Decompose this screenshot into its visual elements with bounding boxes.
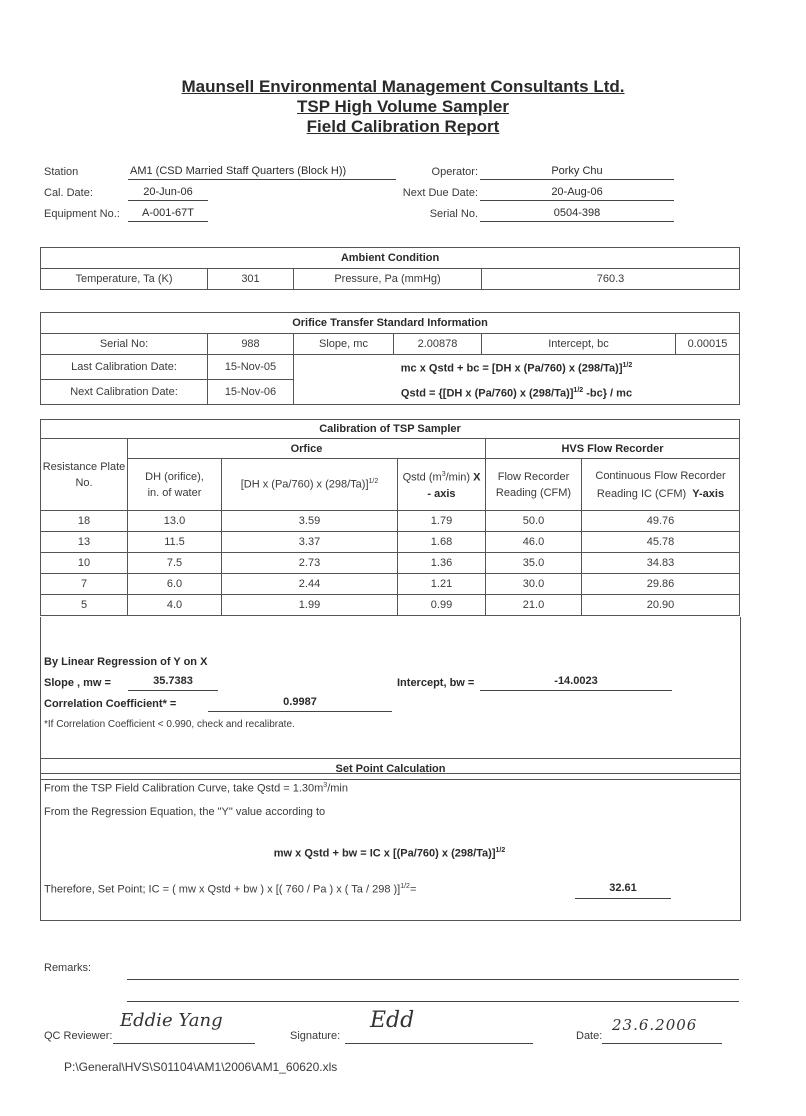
slope-mw-value: 35.7383 [128,675,218,691]
setpoint-equation-text: mw x Qstd + bw = IC x [(Pa/760) x (298/Ta)] [273,847,496,860]
cell-ic: 20.90 [582,595,740,616]
cell-plate: 18 [41,511,128,532]
cell-dh: 11.5 [128,532,222,553]
setpoint-title: Set Point Calculation [335,763,446,775]
ambient-condition-table [40,247,740,290]
company-title [0,77,806,96]
intercept-bw-label: Intercept, bw = [397,677,475,689]
equipment-label: Equipment No.: [44,208,120,220]
cal-date-label: Cal. Date: [44,187,93,199]
serial-field: 0504-398 [480,206,674,222]
setpoint-title-bar [40,758,741,780]
col-dh-line2: in. of water [147,486,202,499]
cell-qstd: 0.99 [398,595,486,616]
last-cal-value: 15-Nov-05 [208,355,294,380]
table-row [41,553,740,574]
col-sqrt [222,459,398,511]
orifice-standard-table [40,312,740,405]
correlation-note: *If Correlation Coefficient < 0.990, check and recalibrate. [44,719,295,730]
station-field: AM1 (CSD Married Staff Quarters (Block H)) [128,164,396,180]
temperature-value: 301 [208,269,294,290]
cell-flow: 21.0 [486,595,582,616]
col-flow-recorder [486,459,582,511]
table-row [41,574,740,595]
setpoint-equation-sup: 1/2 [495,847,506,854]
company-name: Maunsell Environmental Management Consultants Ltd. [181,77,625,96]
col-continuous-flow [582,459,740,511]
setpoint-result: 32.61 [575,882,671,899]
formula-qstd-b: -bc} / mc [583,387,633,400]
next-cal-value: 15-Nov-06 [208,380,294,405]
qc-reviewer-label: QC Reviewer: [44,1030,113,1042]
col-flow-line1: Flow Recorder [497,470,570,483]
signature-line [345,1043,533,1044]
col-resistance-plate [41,439,128,511]
slope-mc-value: 2.00878 [394,334,482,355]
setpoint-line1-b: /min [327,782,348,795]
setpoint-therefore-eq: = [409,883,417,896]
cell-qstd: 1.68 [398,532,486,553]
remarks-line-2[interactable] [127,1001,739,1002]
cell-qstd: 1.79 [398,511,486,532]
col-cont-text: Reading IC (CFM) [596,487,687,500]
col-cont-line1: Continuous Flow Recorder [595,469,726,482]
temperature-label: Temperature, Ta (K) [41,269,208,290]
cell-sqrt: 1.99 [222,595,398,616]
col-qstd-line1 [398,467,485,486]
col-cont-line2 [582,485,739,503]
operator-label: Operator: [431,166,478,178]
orifice-formulas [294,355,740,405]
formula-mc-text: mc x Qstd + bc = [DH x (Pa/760) x (298/Ta)] [400,362,623,375]
col-sqrt-text: [DH x (Pa/760) x (298/Ta)] [240,478,369,491]
intercept-bw-value: -14.0023 [480,675,672,691]
serial-label: Serial No. [429,208,478,220]
cell-ic: 29.86 [582,574,740,595]
report-title [0,117,806,136]
cell-dh: 6.0 [128,574,222,595]
intercept-bc-value: 0.00015 [676,334,740,355]
cell-flow: 30.0 [486,574,582,595]
next-due-label: Next Due Date: [402,187,478,199]
slope-mw-label: Slope , mw = [44,677,111,689]
cell-flow: 50.0 [486,511,582,532]
date-label: Date: [576,1030,603,1042]
table-row [41,595,740,616]
correlation-label: Correlation Coefficient* = [44,698,177,710]
formula-mc [294,355,739,380]
ambient-title: Ambient Condition [41,248,740,269]
calibration-title: Calibration of TSP Sampler [41,420,740,439]
date-line [602,1043,722,1044]
orifice-standard-title: Orifice Transfer Standard Information [41,313,740,334]
setpoint-line2: From the Regression Equation, the "Y" value according to [44,806,326,818]
col-qstd-a: Qstd (m [402,471,442,484]
intercept-bc-label: Intercept, bc [482,334,676,355]
cell-sqrt: 3.59 [222,511,398,532]
cell-flow: 35.0 [486,553,582,574]
report-title-text: Field Calibration Report [306,117,500,136]
cell-dh: 7.5 [128,553,222,574]
subtitle-text: TSP High Volume Sampler [297,97,509,116]
calibration-rows [41,511,740,616]
col-cont-yaxis: Y-axis [692,487,725,500]
cell-dh: 4.0 [128,595,222,616]
table-row [41,532,740,553]
cell-ic: 34.83 [582,553,740,574]
cal-date-field: 20-Jun-06 [128,185,208,201]
formula-qstd [294,380,739,405]
calibration-table [40,419,740,616]
col-qstd-axis: - axis [427,487,456,500]
qc-reviewer-line [113,1043,255,1044]
col-qstd-sup: 3 [441,471,446,479]
cell-sqrt: 2.44 [222,574,398,595]
col-plate-line1: Resistance Plate [42,460,126,473]
col-qstd [398,459,486,511]
report-subtitle [0,97,806,116]
station-label: Station [44,166,79,178]
pressure-value: 760.3 [482,269,740,290]
cell-sqrt: 3.37 [222,532,398,553]
next-due-field: 20-Aug-06 [480,185,674,201]
signature-handwriting: Edd [370,1008,415,1033]
next-cal-label: Next Calibration Date: [41,380,208,405]
cell-plate: 13 [41,532,128,553]
orifice-serial-label: Serial No: [41,334,208,355]
setpoint-therefore [44,883,416,896]
group-hvs-flow-recorder: HVS Flow Recorder [486,439,740,459]
formula-qstd-sup: 1/2 [573,386,584,394]
file-path: P:\General\HVS\S01104\AM1\2006\AM1_60620.xls [64,1060,338,1074]
cell-ic: 49.76 [582,511,740,532]
table-row [41,511,740,532]
date-handwriting: 23.6.2006 [612,1016,698,1034]
remarks-label: Remarks: [44,962,92,974]
cell-plate: 5 [41,595,128,616]
equipment-field: A-001-67T [128,206,208,222]
cell-plate: 10 [41,553,128,574]
setpoint-line1-a: From the TSP Field Calibration Curve, take Qstd = 1.30m [44,782,324,795]
orifice-serial-value: 988 [208,334,294,355]
formula-qstd-a: Qstd = {[DH x (Pa/760) x (298/Ta)] [400,387,574,400]
remarks-line-1[interactable] [127,979,739,980]
col-flow-line2: Reading (CFM) [495,486,572,499]
col-dh [128,459,222,511]
signature-label: Signature: [290,1030,341,1042]
col-plate-line2: No. [75,476,93,489]
cell-qstd: 1.36 [398,553,486,574]
setpoint-therefore-text: Therefore, Set Point; IC = ( mw x Qstd + bw ) x [( 760 / Pa ) x ( Ta / 298 )] [44,883,401,896]
col-qstd-x: X [473,471,481,484]
setpoint-equation [40,847,739,860]
regression-heading: By Linear Regression of Y on X [44,656,208,668]
cell-flow: 46.0 [486,532,582,553]
cell-plate: 7 [41,574,128,595]
setpoint-line1-sup: 3 [323,782,328,789]
formula-mc-sup: 1/2 [622,362,633,369]
col-qstd-b: /min) [445,471,474,484]
cell-sqrt: 2.73 [222,553,398,574]
qc-reviewer-handwriting: Eddie Yang [120,1010,223,1031]
cell-qstd: 1.21 [398,574,486,595]
setpoint-therefore-sup: 1/2 [400,883,410,890]
cell-ic: 45.78 [582,532,740,553]
pressure-label: Pressure, Pa (mmHg) [294,269,482,290]
last-cal-label: Last Calibration Date: [41,355,208,380]
slope-mc-label: Slope, mc [294,334,394,355]
operator-field: Porky Chu [480,164,674,180]
setpoint-line1 [44,782,348,795]
group-orifice: Orfice [128,439,486,459]
cell-dh: 13.0 [128,511,222,532]
col-dh-line1: DH (orifice), [145,470,204,483]
col-sqrt-sup: 1/2 [368,478,379,486]
correlation-value: 0.9987 [208,696,392,712]
